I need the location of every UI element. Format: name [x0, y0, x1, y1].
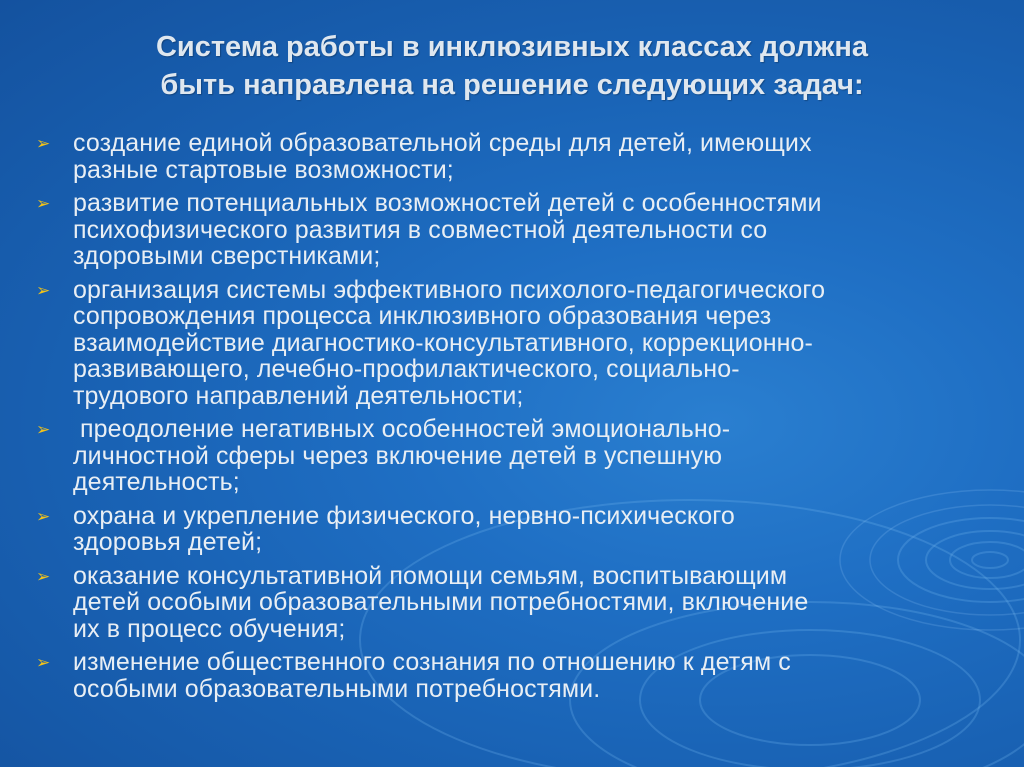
list-item	[36, 563, 996, 643]
chevron-right-icon: ➢	[36, 566, 51, 587]
list-item	[36, 130, 996, 183]
chevron-right-icon: ➢	[36, 134, 51, 154]
list-item	[36, 190, 996, 270]
list-item-line: создание единой образовательной среды для детей, имеющих	[73, 129, 812, 157]
list-item-line: оказание консультативной помощи семьям, воспитывающим	[73, 561, 788, 590]
slide-title-line-1: Система работы в инклюзивных классах должна	[155, 31, 869, 63]
list-item-line: личностной сферы через включение детей в успешную	[73, 441, 723, 470]
list-item-line: изменение общественного сознания по отношению к детям с	[73, 648, 791, 676]
list-item-line: трудового направлений деятельности;	[73, 381, 524, 410]
list-item	[36, 416, 996, 496]
list-item-line: их в процесс обучения;	[73, 614, 346, 643]
list-item-line: психофизического развития в совместной деятельности со	[73, 215, 768, 244]
list-item-line: здоровья детей;	[73, 528, 263, 556]
list-item-line: охрана и укрепление физического, нервно-психического	[73, 501, 735, 530]
list-item	[36, 503, 996, 556]
chevron-right-icon: ➢	[36, 194, 51, 214]
chevron-right-icon: ➢	[36, 506, 51, 527]
slide-title-line-2: быть направлена на решение следующих задач:	[160, 69, 864, 101]
list-item	[36, 277, 996, 410]
list-item-line: развитие потенциальных возможностей детей с особенностями	[73, 189, 822, 217]
list-item-line: здоровыми сверстниками;	[73, 242, 381, 270]
chevron-right-icon: ➢	[36, 280, 51, 301]
list-item-line: преодоление негативных особенностей эмоционально-	[73, 415, 731, 443]
slide-title	[60, 28, 964, 104]
list-item-line: особыми образовательными потребностями.	[73, 674, 601, 703]
list-item-line: развивающего, лечебно-профилактического, социально-	[73, 355, 740, 383]
list-item-line: детей особыми образовательными потребностями, включение	[73, 588, 809, 616]
list-item-line: взаимодействие диагностико-консультативного, коррекционно-	[73, 328, 813, 357]
chevron-right-icon: ➢	[36, 653, 51, 673]
chevron-right-icon: ➢	[36, 420, 51, 440]
task-list	[36, 130, 996, 709]
list-item-line: организация системы эффективного психолого-педагогического	[73, 275, 826, 304]
list-item-line: разные стартовые возможности;	[73, 155, 454, 184]
list-item-line: деятельность;	[73, 468, 240, 496]
list-item	[36, 649, 996, 702]
list-item-line: сопровождения процесса инклюзивного образования через	[73, 302, 772, 330]
